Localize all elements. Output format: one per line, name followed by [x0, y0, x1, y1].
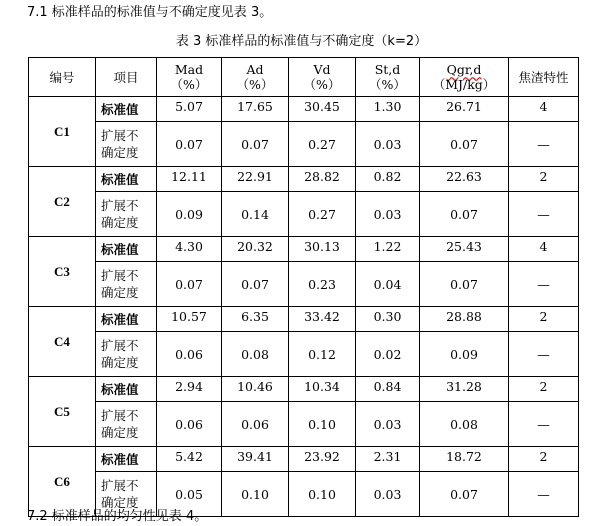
row-label-uncertainty-line1: 扩展不 — [101, 408, 139, 423]
section-intro: 7.1 标准样品的标准值与不确定度见表 3。 — [27, 5, 273, 20]
uncertainty-value-cell: 0.08 — [222, 332, 289, 377]
uncertainty-value-cell: — — [509, 332, 579, 377]
standard-value-cell: 0.30 — [356, 307, 420, 332]
table-row-standard — [29, 377, 579, 402]
row-label-uncertainty-line2: 确定度 — [101, 355, 139, 370]
row-label-uncertainty-line2: 确定度 — [101, 215, 139, 230]
uncertainty-value-cell: 0.07 — [420, 192, 509, 237]
uncertainty-value-cell: 0.07 — [222, 122, 289, 167]
row-label-standard: 标准值 — [96, 167, 157, 192]
table-caption: 表 3 标准样品的标准值与不确定度（k=2） — [175, 34, 428, 49]
header-qgrd — [420, 58, 509, 97]
uncertainty-value-cell: 0.03 — [356, 402, 420, 447]
standard-value-cell: 10.57 — [157, 307, 222, 332]
uncertainty-value-cell: 0.06 — [157, 402, 222, 447]
header-coke: 焦渣特性 — [509, 58, 579, 97]
row-label-uncertainty — [96, 122, 157, 167]
row-label-standard: 标准值 — [96, 97, 157, 122]
standard-value-cell: 0.84 — [356, 377, 420, 402]
uncertainty-value-cell: 0.10 — [289, 402, 356, 447]
standard-value-cell: 12.11 — [157, 167, 222, 192]
row-label-standard: 标准值 — [96, 237, 157, 262]
uncertainty-value-cell: 0.23 — [289, 262, 356, 307]
standard-value-cell: 2 — [509, 167, 579, 192]
uncertainty-value-cell: 0.08 — [420, 402, 509, 447]
row-label-uncertainty-line1: 扩展不 — [101, 338, 139, 353]
standard-value-cell: 2 — [509, 377, 579, 402]
row-label-uncertainty-line2: 确定度 — [101, 145, 139, 160]
uncertainty-value-cell: 0.27 — [289, 122, 356, 167]
standard-value-cell: 5.42 — [157, 447, 222, 472]
standard-value-cell: 4 — [509, 97, 579, 122]
row-label-uncertainty-line2: 确定度 — [101, 285, 139, 300]
uncertainty-value-cell: 0.07 — [157, 122, 222, 167]
uncertainty-value-cell: — — [509, 192, 579, 237]
table-row-standard — [29, 97, 579, 122]
header-ad-name: Ad — [246, 62, 264, 77]
standard-value-cell: 22.91 — [222, 167, 289, 192]
standard-value-cell: 4.30 — [157, 237, 222, 262]
table-header-row — [29, 58, 579, 97]
standard-value-cell: 2.94 — [157, 377, 222, 402]
standard-value-cell: 23.92 — [289, 447, 356, 472]
uncertainty-value-cell: 0.10 — [222, 472, 289, 517]
row-label-standard: 标准值 — [96, 447, 157, 472]
sample-code: C6 — [29, 447, 96, 517]
header-std-unit: （%） — [369, 77, 406, 92]
next-section-text: 7.2 标准样品的均匀性见表 4。 — [27, 509, 208, 524]
table-row-uncertainty — [29, 192, 579, 237]
standard-value-cell: 39.41 — [222, 447, 289, 472]
uncertainty-value-cell: 0.12 — [289, 332, 356, 377]
row-label-uncertainty — [96, 192, 157, 237]
uncertainty-value-cell: 0.07 — [420, 472, 509, 517]
sample-code: C2 — [29, 167, 96, 237]
uncertainty-value-cell: 0.06 — [157, 332, 222, 377]
uncertainty-value-cell: 0.27 — [289, 192, 356, 237]
standard-value-cell: 1.22 — [356, 237, 420, 262]
uncertainty-value-cell: 0.03 — [356, 472, 420, 517]
row-label-uncertainty — [96, 262, 157, 307]
sample-code: C3 — [29, 237, 96, 307]
header-vd-unit: （%） — [303, 77, 341, 92]
uncertainty-value-cell: 0.09 — [420, 332, 509, 377]
sample-code: C4 — [29, 307, 96, 377]
standard-value-cell: 20.32 — [222, 237, 289, 262]
standard-value-cell: 18.72 — [420, 447, 509, 472]
standard-value-cell: 22.63 — [420, 167, 509, 192]
uncertainty-value-cell: 0.04 — [356, 262, 420, 307]
row-label-uncertainty — [96, 332, 157, 377]
header-std-name: St,d — [374, 62, 401, 77]
row-label-uncertainty-line1: 扩展不 — [101, 128, 139, 143]
table-row-uncertainty — [29, 262, 579, 307]
standard-value-cell: 26.71 — [420, 97, 509, 122]
row-label-uncertainty — [96, 402, 157, 447]
standard-values-table — [28, 57, 579, 517]
header-item: 项目 — [96, 58, 157, 97]
uncertainty-value-cell: — — [509, 122, 579, 167]
row-label-uncertainty-line2: 确定度 — [101, 425, 139, 440]
uncertainty-value-cell: 0.05 — [157, 472, 222, 517]
table-row-uncertainty — [29, 332, 579, 377]
header-mad-name: Mad — [174, 62, 204, 77]
uncertainty-value-cell: 0.07 — [420, 122, 509, 167]
uncertainty-value-cell: 0.07 — [222, 262, 289, 307]
header-mad — [157, 58, 222, 97]
row-label-standard: 标准值 — [96, 377, 157, 402]
uncertainty-value-cell: 0.02 — [356, 332, 420, 377]
header-mad-unit: （%） — [170, 77, 208, 92]
table-row-standard — [29, 237, 579, 262]
standard-value-cell: 5.07 — [157, 97, 222, 122]
header-ad — [222, 58, 289, 97]
standard-value-cell: 30.13 — [289, 237, 356, 262]
standard-value-cell: 10.46 — [222, 377, 289, 402]
table-row-uncertainty — [29, 122, 579, 167]
uncertainty-value-cell: — — [509, 402, 579, 447]
standard-value-cell: 2.31 — [356, 447, 420, 472]
sample-code: C1 — [29, 97, 96, 167]
uncertainty-value-cell: 0.07 — [420, 262, 509, 307]
header-vd-name: Vd — [313, 62, 331, 77]
header-qgrd-name — [420, 62, 508, 77]
header-ad-unit: （%） — [236, 77, 274, 92]
uncertainty-value-cell: 0.03 — [356, 192, 420, 237]
header-qgrd-name-text: Qgr,d — [446, 62, 482, 77]
standard-value-cell: 2 — [509, 307, 579, 332]
uncertainty-value-cell: 0.09 — [157, 192, 222, 237]
table-row-standard — [29, 167, 579, 192]
row-label-uncertainty-line1: 扩展不 — [101, 198, 139, 213]
uncertainty-value-cell: — — [509, 472, 579, 517]
standard-value-cell: 0.82 — [356, 167, 420, 192]
standard-value-cell: 31.28 — [420, 377, 509, 402]
standard-value-cell: 28.82 — [289, 167, 356, 192]
table-row-standard — [29, 447, 579, 472]
uncertainty-value-cell: 0.03 — [356, 122, 420, 167]
row-label-uncertainty-line1: 扩展不 — [101, 478, 139, 493]
header-qgrd-unit: （MJ/kg） — [432, 77, 496, 92]
header-vd — [289, 58, 356, 97]
row-label-uncertainty-line1: 扩展不 — [101, 268, 139, 283]
standard-value-cell: 33.42 — [289, 307, 356, 332]
standard-value-cell: 17.65 — [222, 97, 289, 122]
table-row-uncertainty — [29, 402, 579, 447]
standard-value-cell: 4 — [509, 237, 579, 262]
standard-value-cell: 28.88 — [420, 307, 509, 332]
standard-value-cell: 1.30 — [356, 97, 420, 122]
standard-value-cell: 2 — [509, 447, 579, 472]
row-label-standard: 标准值 — [96, 307, 157, 332]
header-code: 编号 — [29, 58, 96, 97]
table-row-standard — [29, 307, 579, 332]
standard-value-cell: 30.45 — [289, 97, 356, 122]
uncertainty-value-cell: 0.14 — [222, 192, 289, 237]
uncertainty-value-cell: 0.06 — [222, 402, 289, 447]
header-std — [356, 58, 420, 97]
standard-value-cell: 6.35 — [222, 307, 289, 332]
table-body — [29, 97, 579, 517]
sample-code: C5 — [29, 377, 96, 447]
standard-value-cell: 10.34 — [289, 377, 356, 402]
uncertainty-value-cell: 0.10 — [289, 472, 356, 517]
standard-value-cell: 25.43 — [420, 237, 509, 262]
row-label-uncertainty-line2: 确定度 — [101, 495, 139, 510]
uncertainty-value-cell: 0.07 — [157, 262, 222, 307]
uncertainty-value-cell: — — [509, 262, 579, 307]
